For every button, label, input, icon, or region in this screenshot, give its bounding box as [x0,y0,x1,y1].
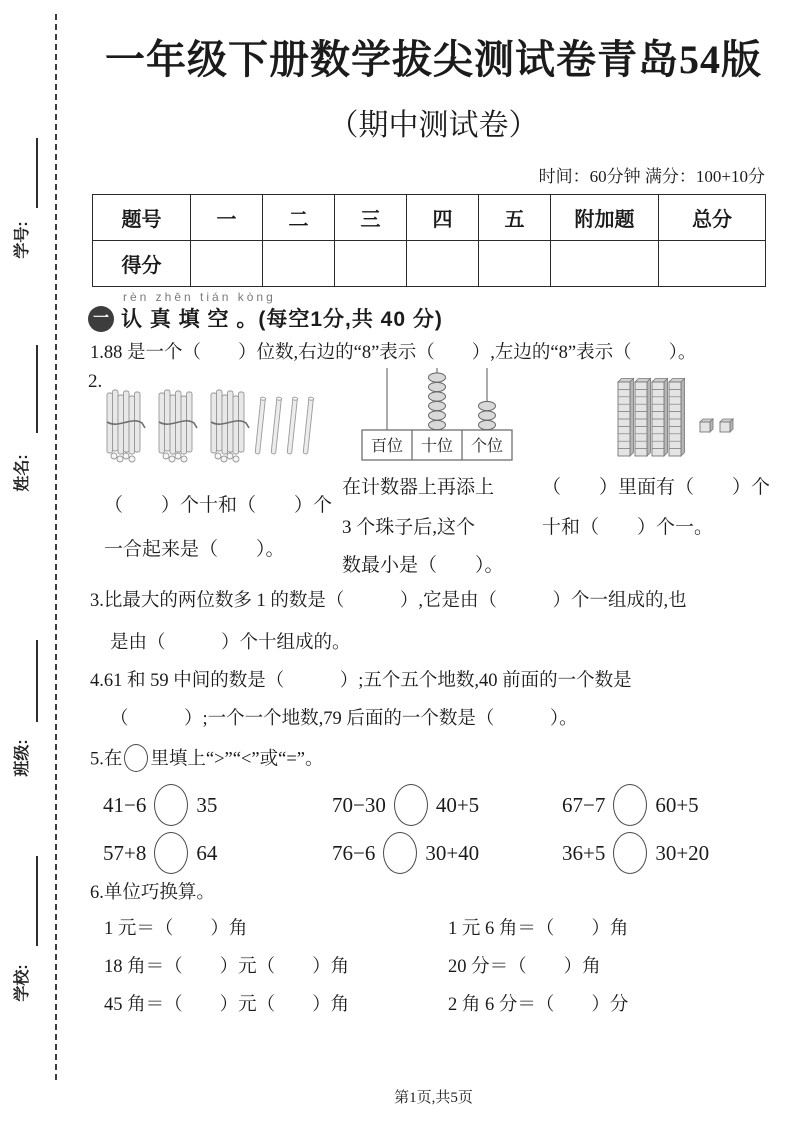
question-4-line1: 4.61 和 59 中间的数是（ ）;五个五个地数,40 前面的一个数是 [90,671,632,691]
score-cell-empty [659,241,766,287]
score-table-score-row [93,241,766,287]
question-6-item: 45 角＝（ ）元（ ）角 [104,995,350,1015]
q5-comparison [562,784,699,826]
sidebar-writing-line [36,138,38,208]
expression-left: 36+5 [562,840,606,865]
q2-col3-line1: （ ）里面有（ ）个 [542,477,771,498]
q5-comparison [332,784,479,826]
expression-right: 30+20 [655,840,710,865]
q2-col1-line2: 一合起来是（ ）。 [104,539,285,560]
sidebar-writing-line [36,856,38,946]
question-3-line2: 是由（ ）个十组成的。 [110,633,351,653]
stick-bundle [107,390,145,462]
expression-left: 41−6 [103,792,147,817]
abacus-beads-ones [479,401,496,429]
header-cell: 四 [407,195,479,241]
question-2-number: 2. [88,371,103,392]
page-subtitle: （期中测试卷） [328,109,539,142]
score-cell-empty [407,241,479,287]
blocks-figure [612,376,740,464]
page-footer: 第1页,共5页 [394,1090,473,1106]
header-cell: 一 [191,195,263,241]
q2-col2-line2: 3 个珠子后,这个 [342,517,476,538]
question-4-line2: （ ）;一个一个地数,79 后面的一个数是（ ）。 [110,709,578,729]
score-cell-empty [479,241,551,287]
score-table [92,194,766,287]
sidebar-label-name: 姓名: [14,454,31,492]
abacus-label-hundreds: 百位 [370,438,404,455]
q5-comparison [332,832,479,874]
score-label-cell: 得分 [93,241,191,287]
compare-circle [613,832,647,874]
header-cell: 二 [263,195,335,241]
expression-right: 35 [196,792,218,817]
sidebar-label-class: 班级: [14,739,31,777]
expression-right: 64 [196,840,218,865]
abacus-label-tens: 十位 [420,438,454,455]
question-6-item: 1 元＝（ ）角 [104,919,248,939]
header-cell: 题号 [93,195,191,241]
abacus-figure [356,366,524,464]
q5-title-pre: 5.在 [90,749,123,770]
question-6-item: 1 元 6 角＝（ ）角 [448,919,629,939]
question-3-line1: 3.比最大的两位数多 1 的数是（ ）,它是由（ ）个一组成的,也 [90,591,687,611]
compare-circle [613,784,647,826]
compare-circle [154,832,188,874]
question-6-item: 2 角 6 分＝（ ）分 [448,995,629,1015]
q5-comparison [103,784,217,826]
compare-circle [154,784,188,826]
score-cell-empty [551,241,659,287]
expression-left: 70−30 [332,792,386,817]
q2-col1-line1: （ ）个十和（ ）个 [104,495,333,516]
tens-rods [618,379,685,457]
score-cell-empty [263,241,335,287]
abacus-label-ones: 个位 [470,438,504,455]
question-6-title: 6.单位巧换算。 [90,883,215,903]
q5-comparison [562,832,709,874]
expression-right: 40+5 [435,792,480,817]
sticks-figure [106,388,316,468]
blank-circle-icon [124,744,148,772]
page-title: 一年级下册数学拔尖测试卷青岛54版 [105,37,762,82]
q5-comparison [103,832,217,874]
expression-right: 60+5 [655,792,699,817]
section1-pinyin: rèn zhēn tián kòng [123,290,276,304]
score-table-header-row [93,195,766,241]
exam-time-score-info: 时间：60分钟 满分：100+10分 [538,167,765,186]
sidebar-label-school: 学校: [14,964,31,1002]
compare-circle [394,784,428,826]
section-number-icon: 一 [88,306,114,332]
question-6-item: 18 角＝（ ）元（ ）角 [104,957,350,977]
fold-dashed-line [55,14,57,1080]
header-cell: 三 [335,195,407,241]
expression-left: 67−7 [562,792,606,817]
q2-col2-line1: 在计数器上再添上 [342,477,495,498]
compare-circle [383,832,417,874]
question-1: 1.88 是一个（ ）位数,右边的“8”表示（ ）,左边的“8”表示（ ）。 [90,343,697,363]
sidebar-writing-line [36,640,38,722]
sidebar-label-student-id: 学号: [14,221,31,259]
header-cell: 总分 [659,195,766,241]
score-cell-empty [191,241,263,287]
header-cell: 附加题 [551,195,659,241]
question-6-item: 20 分＝（ ）角 [448,957,601,977]
q5-title-post: 里填上“>”“<”或“=”。 [150,749,324,770]
score-cell-empty [335,241,407,287]
stick-bundle [211,390,249,462]
sidebar-writing-line [36,345,38,433]
q2-col2-line3: 数最小是（ ）。 [342,555,504,576]
q2-col3-line2: 十和（ ）个一。 [542,517,714,538]
expression-right: 30+40 [425,840,480,865]
stick-bundle [159,390,197,462]
section1-title: 认 真 填 空 。(每空1分,共 40 分) [121,308,443,331]
expression-left: 76−6 [332,840,376,865]
loose-sticks [255,397,314,454]
unit-cubes [700,419,733,432]
expression-left: 57+8 [103,840,147,865]
question-5-title [90,744,323,776]
header-cell: 五 [479,195,551,241]
abacus-beads-tens [429,373,446,430]
